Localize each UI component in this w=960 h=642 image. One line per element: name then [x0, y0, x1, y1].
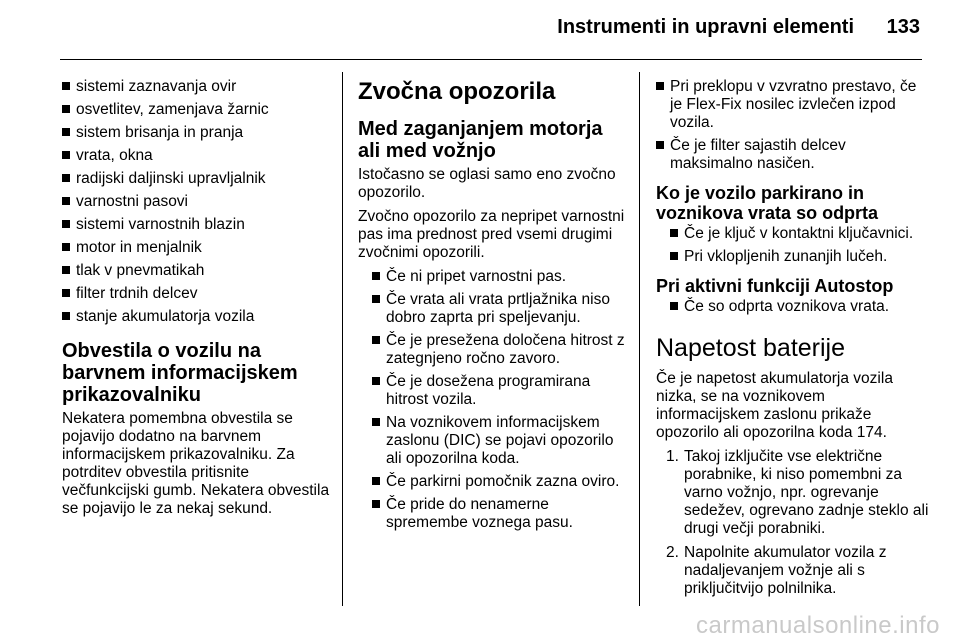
section-heading: Obvestila o vozilu na barvnem informacijskem prikazovalniku [62, 340, 298, 406]
list-item: sistem brisanja in pranja [62, 124, 332, 142]
page-title: Zvočna opozorila [358, 78, 556, 105]
bullet-list [656, 298, 930, 316]
list-item: sistemi varnostnih blazin [62, 216, 332, 234]
list-item: Pri preklopu v vzvratno prestavo, če je Flex-Fix nosilec izvlečen izpod vozila. [656, 78, 930, 132]
bullet-icon [62, 289, 70, 297]
list-item: Na voznikovem informacijskem zaslonu (DIC) se pojavi opozorilo ali opozorilna koda. [372, 414, 628, 468]
list-item: Če je presežena določena hitrost z zategnjeno ročno zavoro. [372, 332, 628, 368]
paragraph: Istočasno se oglasi samo eno zvočno opozorilo. [358, 166, 616, 201]
list-item: sistemi zaznavanja ovir [62, 78, 332, 96]
bullet-list [62, 78, 332, 326]
bullet-list [656, 225, 930, 266]
header-title: Instrumenti in upravni elementi [557, 16, 854, 38]
bullet-icon [62, 220, 70, 228]
list-item: 1. Takoj izključite vse električne porabnike, ki niso pomembni za varno vožnjo, npr. ogrevanje sedežev, ogrevano zadnje steklo ali drugi večji porabniki. [666, 448, 929, 537]
list-item: vrata, okna [62, 147, 332, 165]
list-item: Če so odprta voznikova vrata. [670, 298, 930, 316]
list-item: tlak v pnevmatikah [62, 262, 332, 280]
header-rule [60, 59, 922, 60]
section-heading: Med zaganjanjem motorja ali med vožnjo [358, 118, 603, 162]
bullet-icon [62, 312, 70, 320]
list-item: Če pride do nenamerne spremembe voznega pasu. [372, 496, 628, 532]
bullet-icon [62, 197, 70, 205]
list-item: Če je ključ v kontaktni ključavnici. [670, 225, 930, 243]
bullet-icon [670, 252, 678, 260]
watermark: carmanualsonline.info [696, 612, 940, 639]
list-item: Pri vklopljenih zunanjih lučeh. [670, 248, 930, 266]
list-item: 2. Napolnite akumulator vozila z nadaljevanjem vožnje ali s priključitvijo polnilnika. [666, 544, 887, 597]
bullet-icon [656, 141, 664, 149]
bullet-icon [656, 82, 664, 90]
list-item: Če vrata ali vrata prtljažnika niso dobro zaprta pri speljevanju. [372, 291, 628, 327]
list-item: motor in menjalnik [62, 239, 332, 257]
paragraph: Zvočno opozorilo za nepripet varnostni pas ima prednost pred vsemi drugimi zvočnimi opozorili. [358, 208, 625, 261]
bullet-icon [62, 151, 70, 159]
section-heading: Ko je vozilo parkirano in voznikova vrata so odprta [656, 183, 879, 223]
bullet-icon [372, 377, 380, 385]
list-item: Če ni pripet varnostni pas. [372, 268, 628, 286]
paragraph: Nekatera pomembna obvestila se pojavijo dodatno na barvnem informacijskem prikazovalniku. Za potrditev obvestila pritisnite večfunkcijski gumb. Nekatera obvestila se pojavijo le za nekaj sekund. [62, 410, 330, 517]
bullet-icon [372, 295, 380, 303]
bullet-icon [62, 105, 70, 113]
bullet-icon [670, 302, 678, 310]
numbered-list [656, 448, 930, 598]
bullet-list [656, 78, 930, 173]
column-3 [656, 78, 930, 604]
list-item: osvetlitev, zamenjava žarnic [62, 101, 332, 119]
column-divider-2 [639, 72, 640, 606]
bullet-icon [372, 418, 380, 426]
list-item: filter trdnih delcev [62, 285, 332, 303]
list-item: radijski daljinski upravljalnik [62, 170, 332, 188]
page-number: 133 [886, 16, 920, 38]
bullet-icon [62, 82, 70, 90]
list-item: Če parkirni pomočnik zazna oviro. [372, 473, 628, 491]
bullet-list [358, 268, 628, 532]
bullet-icon [62, 243, 70, 251]
list-item: stanje akumulatorja vozila [62, 308, 332, 326]
bullet-icon [62, 174, 70, 182]
bullet-icon [372, 272, 380, 280]
section-title: Napetost baterije [656, 334, 846, 362]
page-header [0, 0, 960, 60]
bullet-icon [372, 477, 380, 485]
column-2 [358, 78, 628, 537]
column-divider-1 [342, 72, 343, 606]
column-1 [62, 78, 332, 524]
bullet-icon [372, 500, 380, 508]
bullet-icon [62, 128, 70, 136]
bullet-icon [670, 229, 678, 237]
list-item: Če je filter sajastih delcev maksimalno nasičen. [656, 137, 930, 173]
section-heading: Pri aktivni funkciji Autostop [656, 276, 894, 296]
bullet-icon [372, 336, 380, 344]
bullet-icon [62, 266, 70, 274]
list-item: varnostni pasovi [62, 193, 332, 211]
list-item: Če je dosežena programirana hitrost vozila. [372, 373, 628, 409]
paragraph: Če je napetost akumulatorja vozila nizka, se na voznikovem informacijskem zaslonu prikaže opozorilo ali opozorilna koda 174. [656, 370, 893, 441]
